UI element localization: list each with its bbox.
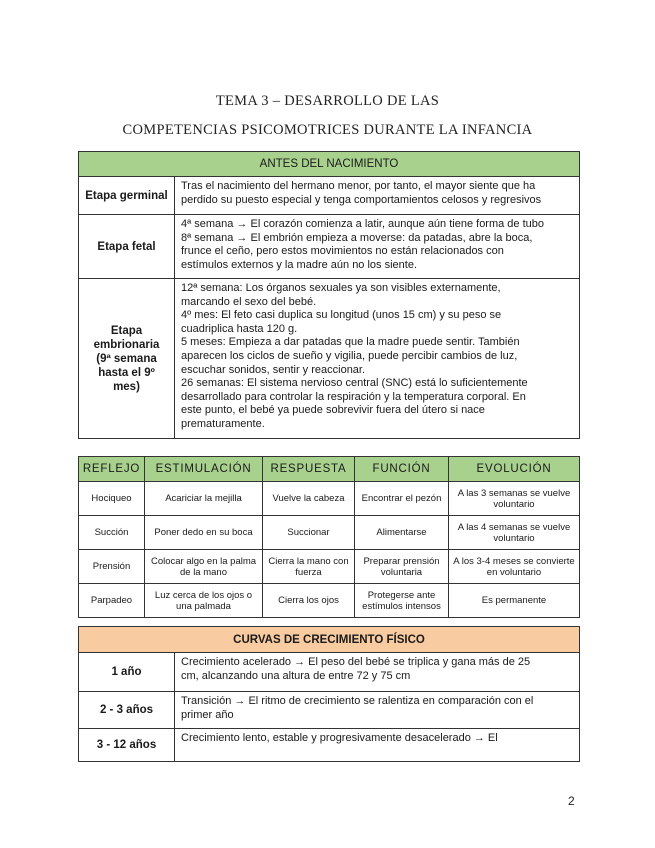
table-cell: Succionar <box>263 516 355 550</box>
table-cell: Colocar algo en la palma de la mano <box>145 550 263 584</box>
growth-text-1: Crecimiento acelerado → El peso del bebé se triplica y gana más de 25 cm, alcanzando una altura de entre 72 y 75 cm <box>175 653 580 692</box>
prenatal-table <box>78 151 580 439</box>
page-title-line-2: COMPETENCIAS PSICOMOTRICES DURANTE LA INFANCIA <box>122 122 533 138</box>
table-cell: Prensión <box>79 550 145 584</box>
col-header-estimulacion: ESTIMULACIÓN <box>145 457 263 482</box>
stage-text-embrionaria: 12ª semana: Los órganos sexuales ya son visibles externamente, marcando el sexo del bebé. 4º mes: El feto casi duplica su longitud (unos 15 cm) y su peso se cuadriplica hasta 120 g. 5 meses: Empieza a dar patadas que la madre puede sentir. También aparecen los ciclos de sueño y vigilia, puede percibir cambios de luz, escuchar sonidos, sentir y reaccionar. 26 semanas: El sistema nervioso central (SNC) está lo suficientemente desarrollado para controlar la respiración y la temperatura corporal. En este punto, el bebé ya puede sobrevivir fuera del útero si nace prematuramente. <box>175 279 580 439</box>
growth-table-header: CURVAS DE CRECIMIENTO FÍSICO <box>79 627 580 653</box>
growth-text-2: Transición → El ritmo de crecimiento se ralentiza en comparación con el primer año <box>175 692 580 729</box>
growth-label-3: 3 - 12 años <box>79 729 175 762</box>
col-header-funcion: FUNCIÓN <box>355 457 449 482</box>
stage-text-fetal: 4ª semana → El corazón comienza a latir, aunque aún tiene forma de tubo 8ª semana → El embrión empieza a moverse: da patadas, abre la boca, frunce el ceño, pero estos movimientos no están relacionados con estímulos externos y la madre aún no los siente. <box>175 215 580 279</box>
growth-text-3: Crecimiento lento, estable y progresivamente desacelerado → El <box>175 729 580 762</box>
prenatal-table-header: ANTES DEL NACIMIENTO <box>79 152 580 177</box>
stage-text-germinal: Tras el nacimiento del hermano menor, por tanto, el mayor siente que ha perdido su puesto especial y tenga comportamientos celosos y regresivos <box>175 177 580 215</box>
table-cell: Protegerse ante estímulos intensos <box>355 584 449 618</box>
stage-label-embrionaria: Etapa embrionaria (9ª semana hasta el 9º mes) <box>79 279 175 439</box>
table-cell: Es permanente <box>449 584 580 618</box>
growth-label-1: 1 año <box>79 653 175 692</box>
table-row <box>79 482 580 516</box>
table-cell: Succión <box>79 516 145 550</box>
growth-curves-table <box>78 626 580 762</box>
table-cell: A las 4 semanas se vuelve voluntario <box>449 516 580 550</box>
page-title-line-1: TEMA 3 – DESARROLLO DE LAS <box>215 93 440 109</box>
stage-label-fetal: Etapa fetal <box>79 215 175 279</box>
table-row <box>79 584 580 618</box>
table-cell: Preparar prensión voluntaria <box>355 550 449 584</box>
col-header-respuesta: RESPUESTA <box>263 457 355 482</box>
table-row <box>79 550 580 584</box>
table-cell: Encontrar el pezón <box>355 482 449 516</box>
table-cell: Cierra los ojos <box>263 584 355 618</box>
table-cell: Parpadeo <box>79 584 145 618</box>
table-cell: Cierra la mano con fuerza <box>263 550 355 584</box>
col-header-evolucion: EVOLUCIÓN <box>449 457 580 482</box>
growth-label-2: 2 - 3 años <box>79 692 175 729</box>
table-cell: Alimentarse <box>355 516 449 550</box>
table-cell: Hociqueo <box>79 482 145 516</box>
table-cell: Poner dedo en su boca <box>145 516 263 550</box>
table-cell: Luz cerca de los ojos o una palmada <box>145 584 263 618</box>
table-cell: Vuelve la cabeza <box>263 482 355 516</box>
table-cell: A los 3-4 meses se convierte en voluntario <box>449 550 580 584</box>
reflexes-table <box>78 456 580 618</box>
col-header-reflejo: REFLEJO <box>79 457 145 482</box>
table-row <box>79 516 580 550</box>
table-cell: Acariciar la mejilla <box>145 482 263 516</box>
page-number: 2 <box>568 794 575 808</box>
table-cell: A las 3 semanas se vuelve voluntario <box>449 482 580 516</box>
stage-label-germinal: Etapa germinal <box>79 177 175 215</box>
